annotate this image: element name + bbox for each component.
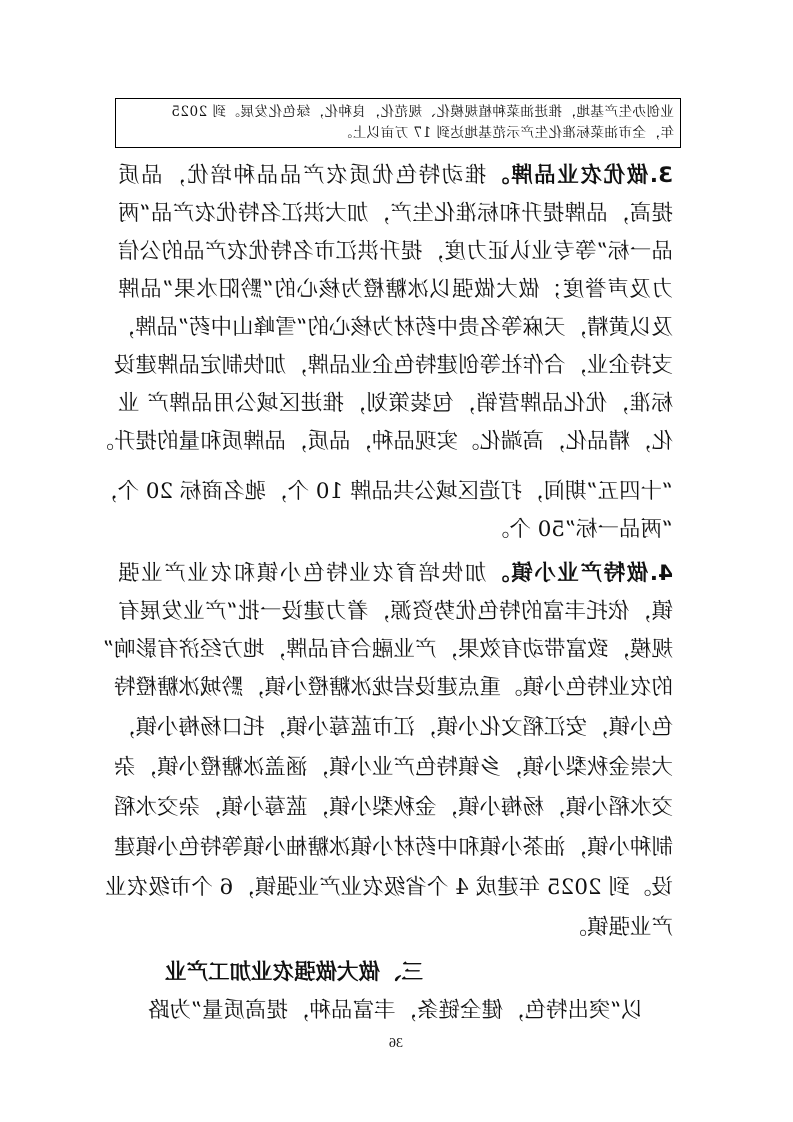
section3-line-9: “十四五”期间，打造区域公共品牌 10 个，驰名商标 20 个，	[95, 479, 673, 504]
section4-line-8: 制种小镇，油茶小镇和中药材小镇冰糖柚小镇等特色小镇建	[113, 835, 673, 860]
section3-line-10: “两品一标”50 个。	[487, 517, 673, 542]
section3-line-4: 力及声誉度；做大做强以冰糖橙为核心的“黔阳水果”品牌	[118, 277, 673, 302]
section3-title: 3.做优农业品牌。	[486, 163, 673, 188]
section4-line-1: 4.做特产业小镇。加快培育农业特色小镇和农业产业强	[118, 561, 673, 586]
section3-line-2: 提高，品牌提升和标准化生产，加大洪江名特优农产品“两	[118, 201, 673, 226]
section4-line-7: 交水稻小镇，杨梅小镇，金秋梨小镇，蓝莓小镇，杂交水稻	[113, 795, 673, 820]
section4-line-9: 设。到 2025 年建成 4 个省级农业产业强镇，6 个市级农业	[105, 875, 673, 900]
boxed-note-line-1: 业创办生产基地，推进油菜种植规模化、规范化，良种化，绿色化发展。到 2025	[170, 104, 674, 120]
section3-line-5: 及以黄精，天麻等名贵中药材为核心的“雪峰山中药”品牌，	[113, 315, 673, 340]
section3-line-6: 支持企业，合作社等创建特色企业品牌，加快制定品牌建设	[113, 353, 673, 378]
section4-line-5: 色小镇，安江稻文化小镇，江市蓝莓小镇，托口杨梅小镇，	[113, 715, 673, 740]
section3-line-1: 3.做优农业品牌。推动特色优质农产品品种培优，品质	[118, 163, 673, 188]
section4-line-4: 的农业特色小镇。重点建设岩垅冰糖橙小镇，黔城冰糖橙特	[113, 675, 673, 700]
page-number: 36	[389, 1036, 403, 1051]
section3-line-3: 品一标”等专业认证力度，提升洪江市名特优农产品的公信	[118, 239, 673, 264]
closing-line: 以“突出特色，健全链条，丰富品种，提高质量”为路	[148, 998, 643, 1023]
section4-line-6: 大崇金秋梨小镇，乡镇特色产业小镇，涵盖冰糖橙小镇，杂	[113, 755, 673, 780]
section4-line-3: 规模，致富带动有效果，产业融合有品牌，地方经济有影响”	[103, 637, 673, 662]
section-heading: 三、做大做强农业加工产业	[164, 960, 423, 985]
section4-title: 4.做特产业小镇。	[486, 561, 673, 586]
section4-line-10: 产业强镇。	[565, 915, 673, 940]
section4-line-2: 镇，依托丰富的特色优势资源，着力建设一批“产业发展有	[118, 599, 673, 624]
section3-line-8: 化，精品化，高端化。实现品种，品质，品牌质和量的提升。	[92, 429, 673, 454]
boxed-note-line-2: 年，全市油菜标准化生产示范基地达到 17 万亩以上。	[338, 125, 674, 141]
boxed-note	[115, 98, 681, 148]
section3-line-7: 标准，优化品牌营销，包装策划，推进区域公用品牌产 业	[118, 391, 673, 416]
